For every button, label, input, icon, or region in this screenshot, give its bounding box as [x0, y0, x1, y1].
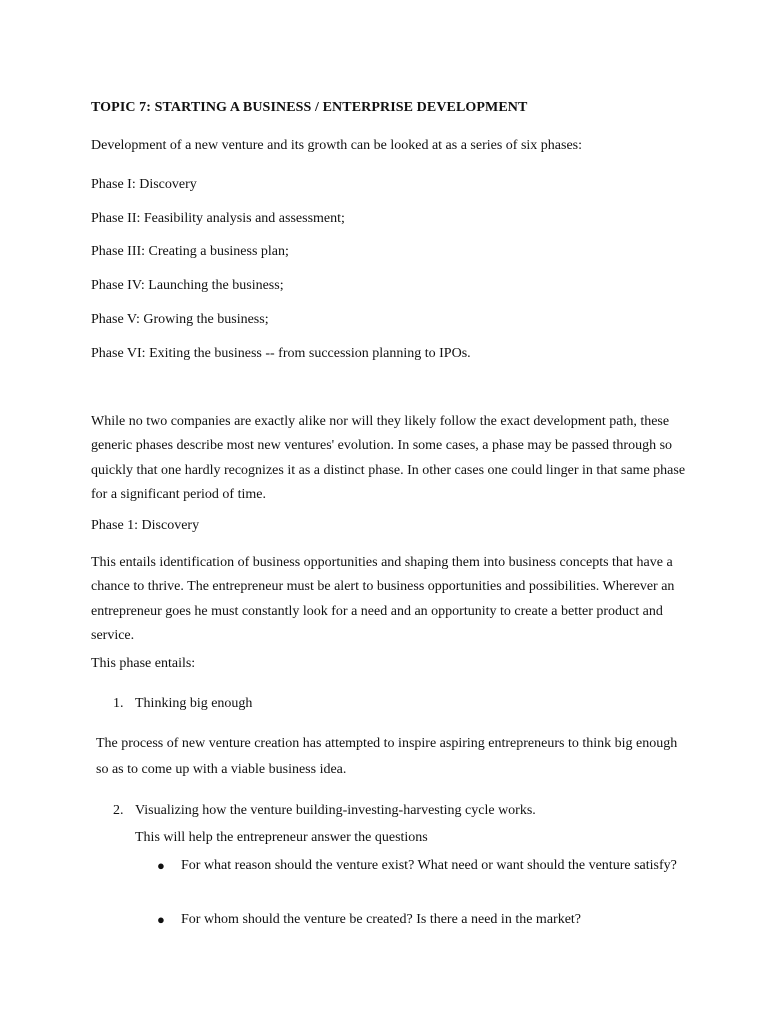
phase1-heading: Phase 1: Discovery [91, 518, 200, 533]
paragraph-thinking-big: The process of new venture creation has attempted to inspire aspiring entrepreneurs to think big enough so as to come up with a viable business idea. [96, 736, 678, 777]
numbered-item-1 [0, 695, 768, 712]
numbered-item-2 [0, 802, 768, 819]
bullet-icon: ● [157, 912, 165, 927]
phase-line-5: Phase V: Growing the business; [91, 312, 269, 327]
phase-line-4: Phase IV: Launching the business; [91, 278, 284, 293]
bullet-icon: ● [157, 858, 165, 873]
bullet-item-2 [0, 907, 768, 933]
bullet-item-1 [0, 853, 768, 903]
phase-line-6: Phase VI: Exiting the business -- from succession planning to IPOs. [91, 346, 471, 361]
item-text: Thinking big enough [135, 696, 253, 711]
intro-text: Development of a new venture and its growth can be looked at as a series of six phases: [91, 138, 583, 153]
item-number: 1. [113, 696, 124, 711]
phase-line-3: Phase III: Creating a business plan; [91, 244, 289, 259]
phase-entails-label: This phase entails: [91, 656, 196, 671]
item-text: Visualizing how the venture building-investing-harvesting cycle works. [135, 803, 536, 818]
document-title: TOPIC 7: STARTING A BUSINESS / ENTERPRISE DEVELOPMENT [91, 100, 528, 115]
bullet-text: For whom should the venture be created? Is there a need in the market? [181, 912, 582, 927]
bullet-text: For what reason should the venture exist? What need or want should the venture satisfy? [181, 858, 677, 873]
phase-line-1: Phase I: Discovery [91, 177, 197, 192]
item-subtext: This will help the entrepreneur answer the questions [135, 830, 428, 845]
paragraph-generic-phases: While no two companies are exactly alike nor will they likely follow the exact development path, these generic phases describe most new ventures' evolution. In some cases, a phase may be passed through so quickly that one hardly recognizes it as a distinct phase. In other cases one could linger in that same phase for a significant period of time. [91, 414, 686, 502]
item-number: 2. [113, 803, 124, 818]
paragraph-discovery: This entails identification of business opportunities and shaping them into business concepts that have a chance to thrive. The entrepreneur must be alert to business opportunities and possibilities. Wherever an entrepreneur goes he must constantly look for a need and an opportunity to create a better product and service. [91, 555, 675, 643]
numbered-item-2-subtext [0, 829, 768, 846]
phase-line-2: Phase II: Feasibility analysis and assessment; [91, 211, 345, 226]
